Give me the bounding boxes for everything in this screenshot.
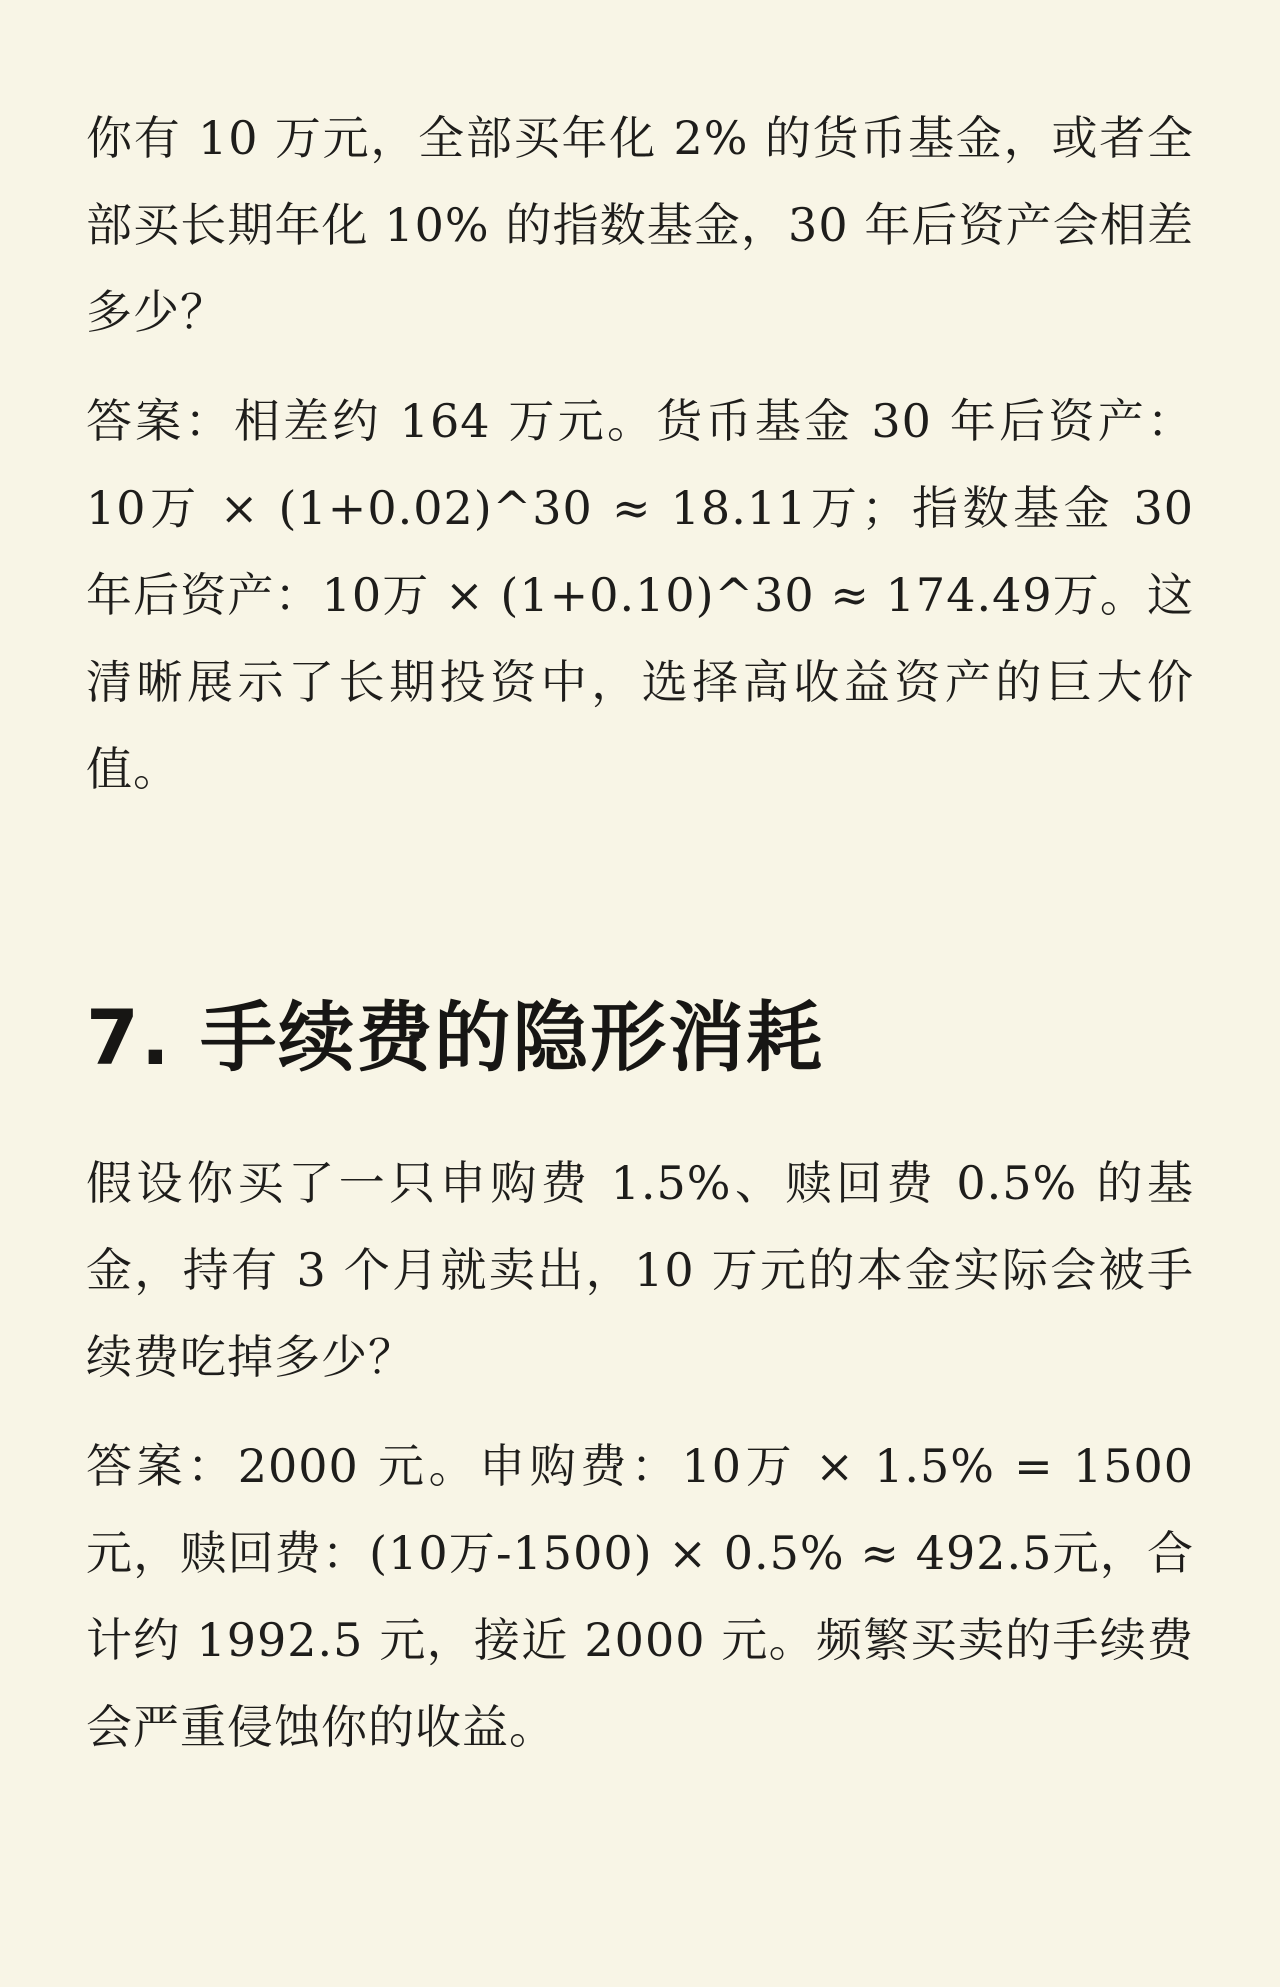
section-heading: 7. 手续费的隐形消耗 xyxy=(86,993,825,1082)
answer-paragraph: 答案：2000 元。申购费：10万 × 1.5% = 1500 元，赎回费：(10万-1500) × 0.5% ≈ 492.5元，合计约 1992.5 元，接近 2000 元。频繁买卖的手续费会严重侵蚀你的收益。 xyxy=(86,1439,1194,1754)
question-paragraph: 假设你买了一只申购费 1.5%、赎回费 0.5% 的基金，持有 3 个月就卖出，10 万元的本金实际会被手续费吃掉多少？ xyxy=(86,1156,1194,1384)
answer-paragraph: 答案：相差约 164 万元。货币基金 30 年后资产：10万 × (1+0.02)^30 ≈ 18.11万；指数基金 30 年后资产：10万 × (1+0.10)^30 ≈ 174.49万。这清晰展示了长期投资中，选择高收益资产的巨大价值。 xyxy=(86,394,1194,796)
question-paragraph: 你有 10 万元，全部买年化 2% 的货币基金，或者全部买长期年化 10% 的指数基金，30 年后资产会相差多少？ xyxy=(86,111,1194,339)
